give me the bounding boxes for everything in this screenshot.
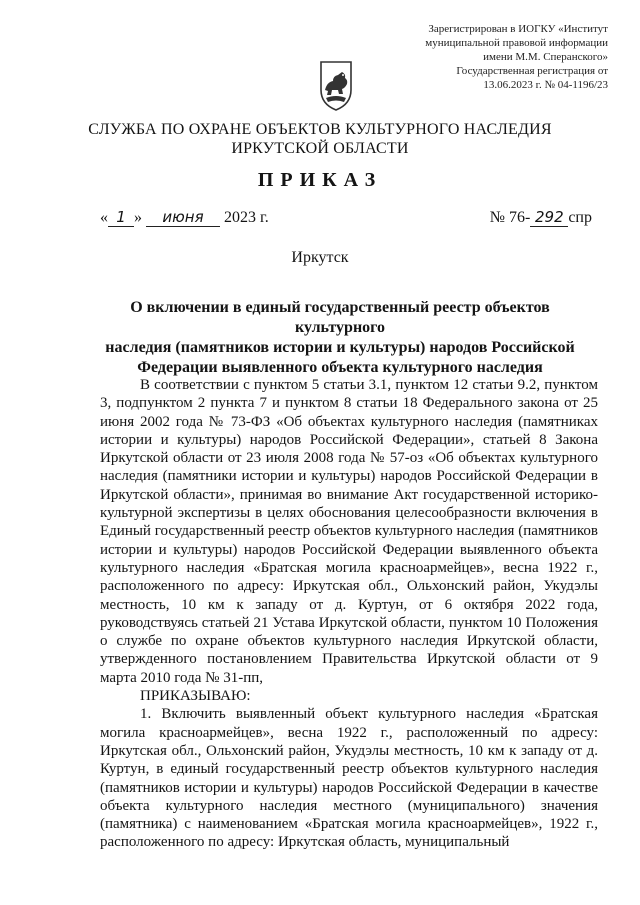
registration-stamp: [412, 22, 608, 92]
date-day: 1: [108, 208, 134, 227]
title-line-1: О включении в единый государственный реестр объектов культурного: [130, 299, 550, 336]
document-body: [100, 376, 598, 852]
stamp-line: 13.06.2023 г. № 04-1196/23: [483, 79, 608, 91]
number-prefix: № 76-: [489, 209, 531, 226]
date-month: июня: [146, 208, 220, 227]
org-line-2: ИРКУТСКОЙ ОБЛАСТИ: [231, 140, 409, 157]
city: Иркутск: [291, 249, 349, 266]
preamble-paragraph: В соответствии с пунктом 5 статьи 3.1, пунктом 12 статьи 9.2, пунктом 3, подпунктом 2 пункта 7 и пунктом 8 статьи 18 Федерального закона от 25 июня 2002 года № 73-ФЗ «Об объектах культурного наследия (памятниках истории и культуры) народов Российской Федерации», статьей 8 Закона Иркутской области от 23 июля 2008 года № 57-оз «Об объектах культурного наследия (памятники истории и культуры) народов Российской Федерации в Иркутской области», принимая во внимание Акт государственной историко-культурной экспертизы в целях обоснования целесообразности включения в Единый государственный реестр объектов культурного наследия (памятников истории и культуры) народов Российской Федерации выявленного объекта культурного наследия «Братская могила красноармейцев», весна 1922 г., расположенного по адресу: Иркутская обл., Ольхонский район, Укудэлы местность, 10 км к западу от д. Куртун, от 6 октября 2022 года, руководствуясь статьей 21 Устава Иркутской области, пунктом 10 Положения о службе по охране объектов культурного наследия Иркутской области, утвержденного постановлением Правительства Иркутской области от 9 марта 2010 года № 31-пп,: [100, 377, 598, 686]
org-line-1: СЛУЖБА ПО ОХРАНЕ ОБЪЕКТОВ КУЛЬТУРНОГО НАСЛЕДИЯ: [88, 121, 552, 138]
date-year: 2023 г.: [224, 209, 269, 226]
number-value: 292: [530, 208, 568, 227]
title-line-3: Федерации выявленного объекта культурного наследия: [137, 359, 543, 376]
stamp-line: муниципальной правовой информации: [425, 37, 608, 49]
document-title: [100, 298, 580, 378]
number-suffix: спр: [568, 209, 592, 226]
order-word: ПРИКАЗЫВАЮ:: [140, 688, 251, 705]
stamp-line: Государственная регистрация от: [456, 65, 608, 77]
irkutsk-coat-of-arms-icon: [318, 60, 354, 112]
document-type: ПРИКАЗ: [257, 169, 383, 191]
organization-name: [60, 120, 580, 158]
date-close-quote: »: [134, 209, 142, 226]
order-number: [490, 208, 592, 227]
order-item-1: 1. Включить выявленный объект культурного наследия «Братская могила красноармейцев», весна 1922 г., расположенный по адресу: Иркутская обл., Ольхонский район, Укудэлы местность, 10 км к западу от д. Куртун, в единый государственный реестр объектов культурного наследия (памятников истории и культуры) народов Российской Федерации в качестве объекта культурного наследия местного (муниципального) значения (памятника) с наименованием «Братская могила красноармейцев», 1922 г., расположенного по адресу: Иркутская область, муниципальный: [100, 706, 598, 851]
order-date: [100, 208, 269, 227]
date-open-quote: «: [100, 209, 108, 226]
title-line-2: наследия (памятников истории и культуры) народов Российской: [105, 339, 575, 356]
stamp-line: Зарегистрирован в ИОГКУ «Институт: [428, 23, 608, 35]
stamp-line: имени М.М. Сперанского»: [483, 51, 608, 63]
